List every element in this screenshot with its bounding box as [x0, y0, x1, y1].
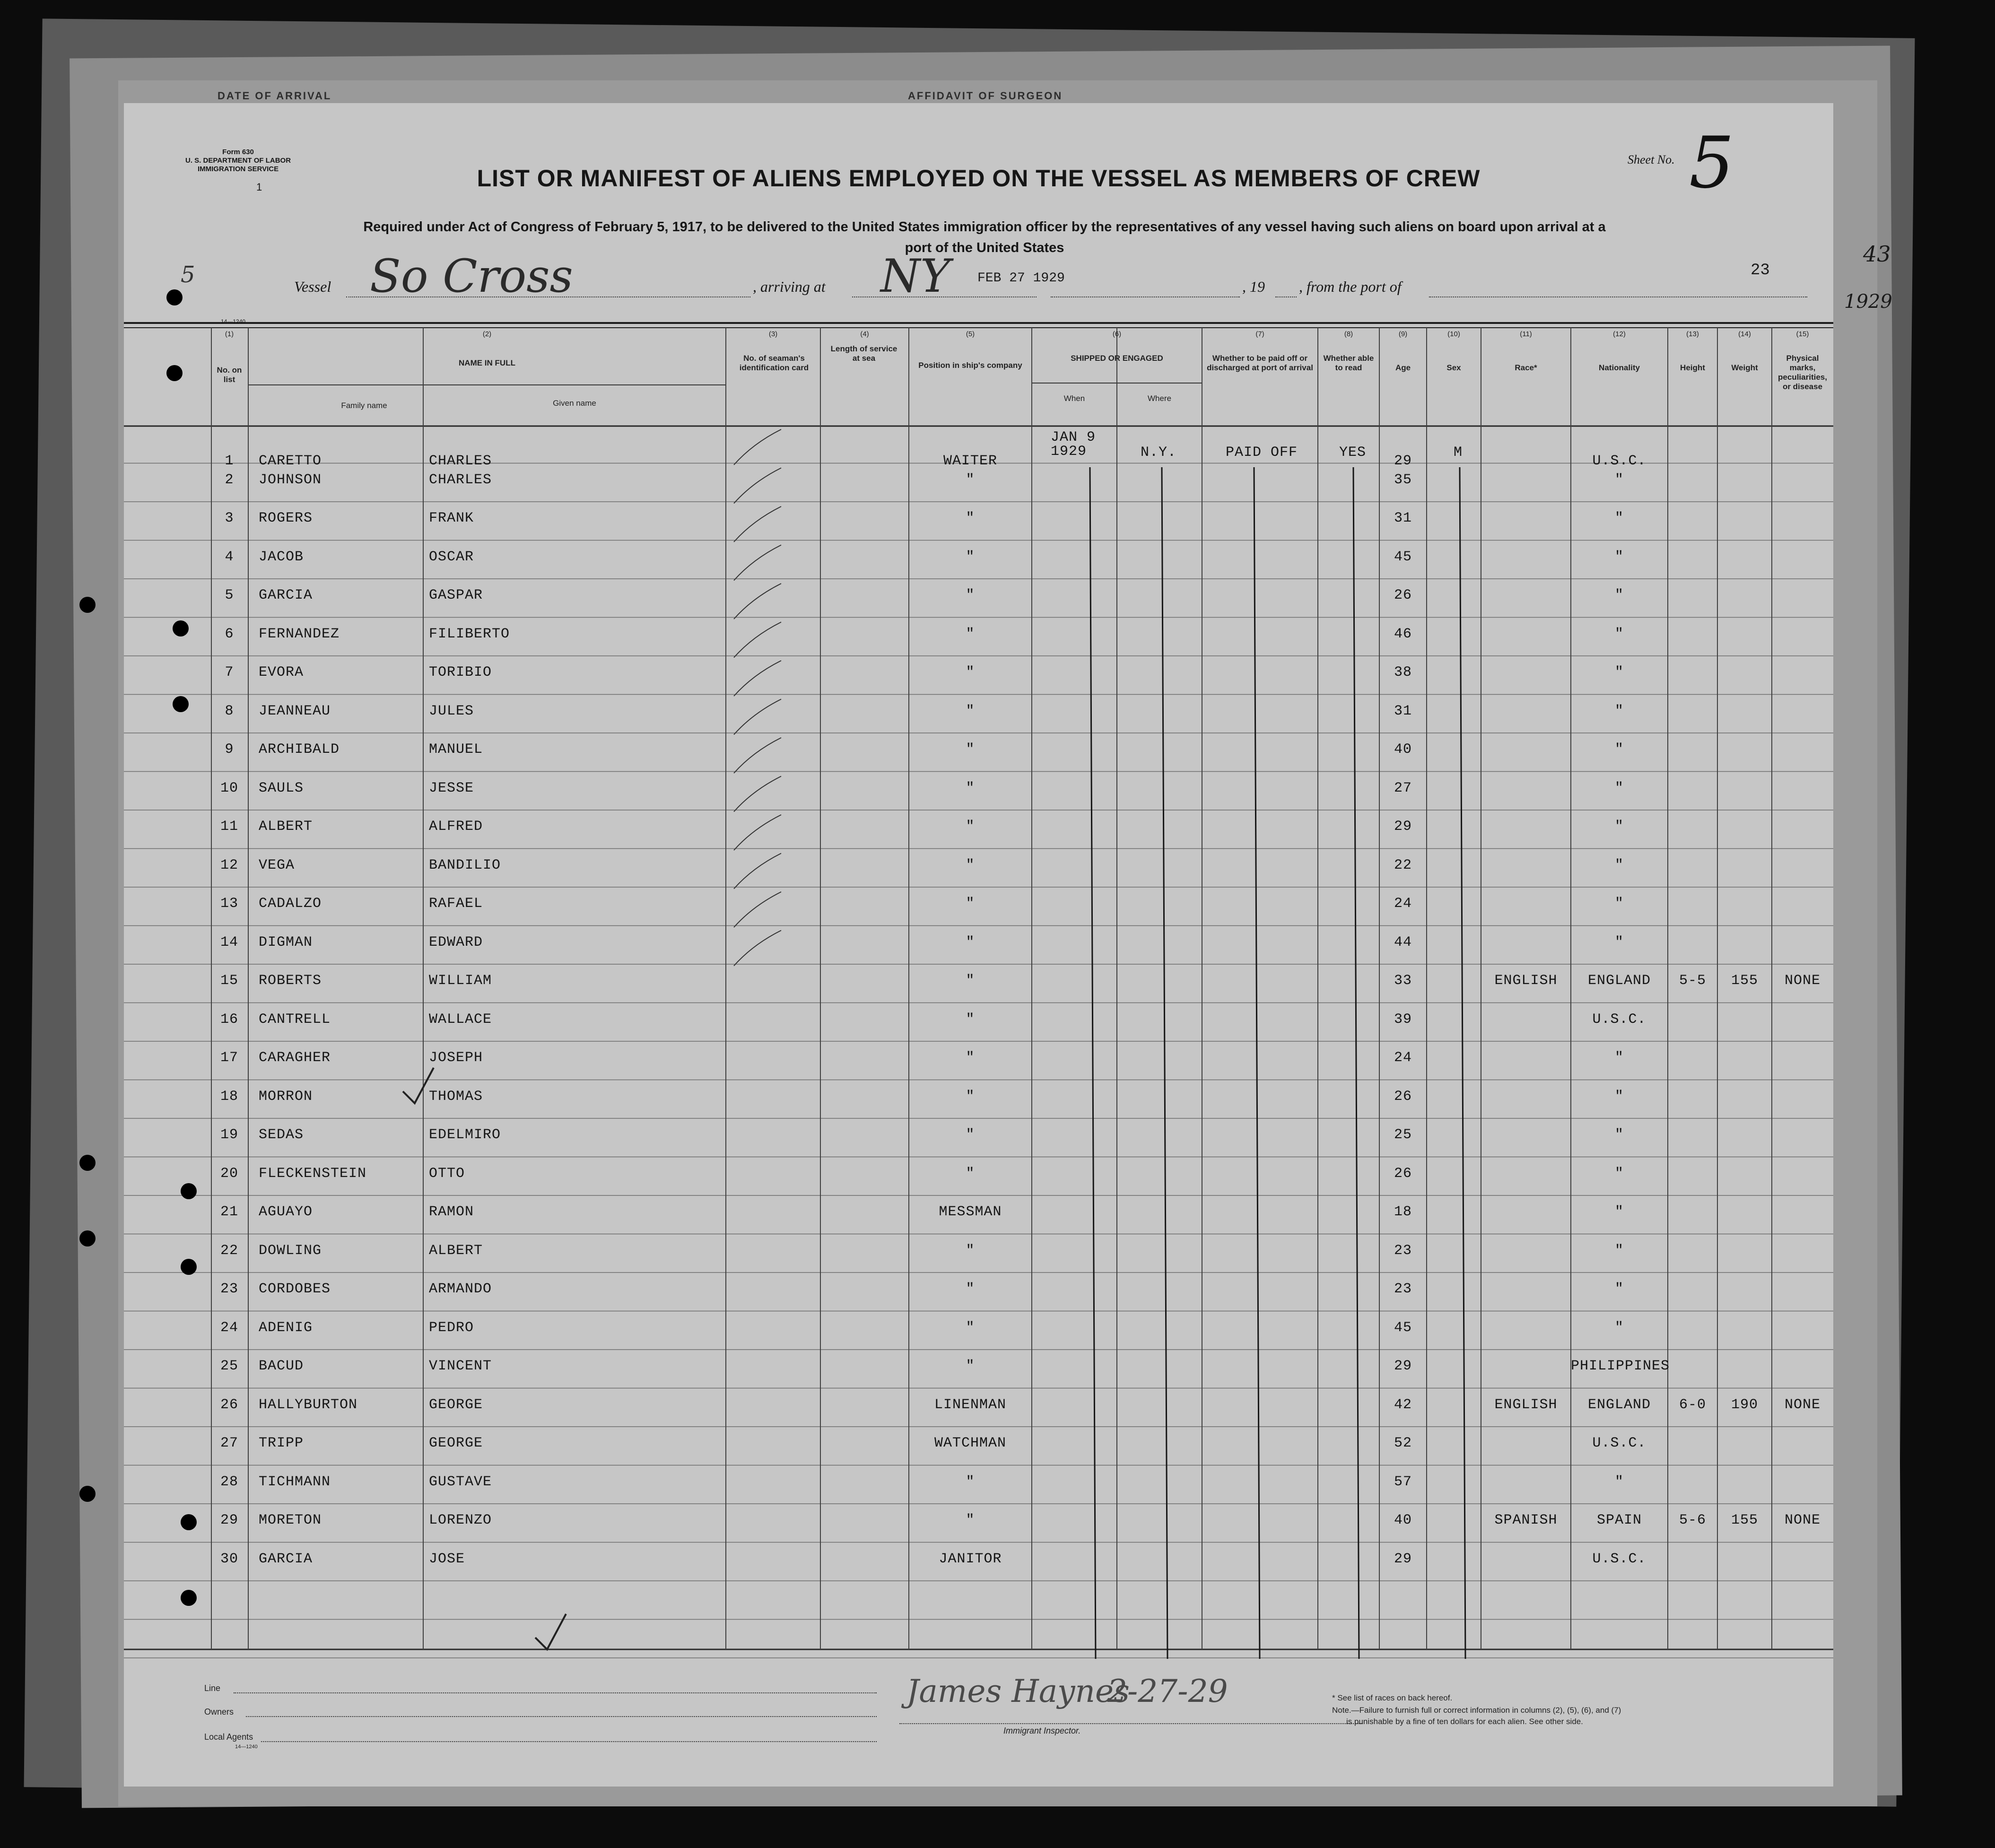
row-no: 24	[220, 1319, 238, 1336]
column-header-paid-off: Whether to be paid off or discharged at port of arrival	[1207, 354, 1313, 372]
row-position: "	[966, 780, 975, 796]
row-nationality: "	[1614, 857, 1624, 873]
row-age: 45	[1394, 1319, 1412, 1336]
row-nationality: "	[1614, 471, 1624, 488]
row-nationality: U.S.C.	[1592, 453, 1647, 469]
row-given: ARMANDO	[429, 1281, 492, 1297]
column-number: (8)	[1344, 330, 1353, 338]
row-no: 4	[225, 549, 234, 565]
row-height: 5-5	[1679, 973, 1706, 989]
row-no: 6	[225, 626, 234, 642]
row-family: ALBERT	[259, 819, 313, 835]
row-given: OSCAR	[429, 549, 474, 565]
binder-hole	[79, 1486, 96, 1502]
binder-hole	[181, 1514, 197, 1530]
row-family: ADENIG	[259, 1319, 313, 1336]
row-given: ALFRED	[429, 819, 483, 835]
row-age: 35	[1394, 471, 1412, 488]
row-nationality: "	[1614, 896, 1624, 912]
column-subheader-family: Family name	[341, 401, 387, 410]
row-family: JACOB	[259, 549, 304, 565]
row-no: 15	[220, 973, 238, 989]
binder-hole	[173, 696, 189, 712]
department-name: U. S. DEPARTMENT OF LABOR	[185, 157, 291, 165]
year-label: , 19	[1242, 278, 1265, 295]
row-family: JOHNSON	[259, 471, 322, 488]
signature-date: 2-27-29	[1107, 1673, 1228, 1709]
form-code-bottom: 14—1240	[235, 1744, 258, 1750]
from-port-label: , from the port of	[1299, 278, 1402, 295]
column-header-sex: Sex	[1446, 363, 1461, 372]
row-no: 7	[225, 664, 234, 680]
row-race: SPANISH	[1494, 1512, 1558, 1528]
row-nationality: ENGLAND	[1587, 1396, 1651, 1413]
row-no: 3	[225, 510, 234, 526]
column-header-weight: Weight	[1731, 363, 1758, 372]
row-family: ROGERS	[259, 510, 313, 526]
row-nationality: U.S.C.	[1592, 1011, 1647, 1028]
row-position: "	[966, 587, 975, 603]
row-position: "	[966, 857, 975, 873]
column-number: (4)	[860, 330, 869, 338]
row-age: 26	[1394, 587, 1412, 603]
row-family: CANTRELL	[259, 1011, 331, 1028]
row-given: THOMAS	[429, 1088, 483, 1105]
row-nationality: U.S.C.	[1592, 1551, 1647, 1567]
row-age: 22	[1394, 857, 1412, 873]
row-position: "	[966, 1473, 975, 1490]
footer-line-label: Line	[204, 1683, 221, 1693]
row-age: 29	[1394, 1551, 1412, 1567]
row-given: FRANK	[429, 510, 474, 526]
row-given: VINCENT	[429, 1358, 492, 1374]
column-number: (13)	[1686, 330, 1699, 338]
column-number: (12)	[1613, 330, 1626, 338]
column-number: (7)	[1255, 330, 1264, 338]
row-nationality: "	[1614, 703, 1624, 719]
row-nationality: SPAIN	[1596, 1512, 1642, 1528]
column-number: (1)	[225, 330, 234, 338]
binder-hole	[173, 620, 189, 636]
row-no: 2	[225, 471, 234, 488]
footer-owners-rule	[246, 1716, 877, 1717]
row-age: 24	[1394, 1050, 1412, 1066]
right-margin-year: 1929	[1844, 291, 1892, 313]
column-header-read: Whether able to read	[1323, 354, 1374, 372]
row-race: ENGLISH	[1494, 973, 1558, 989]
row-nationality: U.S.C.	[1592, 1435, 1647, 1451]
row-family: BACUD	[259, 1358, 304, 1374]
row-age: 31	[1394, 510, 1412, 526]
column-subheader-given: Given name	[553, 399, 596, 408]
row-given: TORIBIO	[429, 664, 492, 680]
background-strip-right: AFFIDAVIT OF SURGEON	[908, 90, 1063, 102]
row-age: 26	[1394, 1165, 1412, 1182]
column-header-marks: Physical marks, peculiarities, or disease	[1778, 354, 1827, 391]
row-position: "	[966, 1319, 975, 1336]
row-age: 29	[1394, 819, 1412, 835]
row-nationality: "	[1614, 549, 1624, 565]
row-position: "	[966, 1281, 975, 1297]
row-age: 45	[1394, 549, 1412, 565]
row-position: "	[966, 934, 975, 950]
column-number: (3)	[768, 330, 778, 338]
row-age: 29	[1394, 453, 1412, 469]
column-header-length: Length of service at sea	[830, 344, 897, 363]
row-given: MANUEL	[429, 741, 483, 758]
row-no: 26	[220, 1396, 238, 1413]
row-nationality: "	[1614, 587, 1624, 603]
row-age: 40	[1394, 741, 1412, 758]
row-given: EDWARD	[429, 934, 483, 950]
column-number: (6)	[1112, 330, 1122, 338]
row-position: "	[966, 1127, 975, 1143]
row-no: 11	[220, 819, 238, 835]
row-height: 5-6	[1679, 1512, 1706, 1528]
row-age: 42	[1394, 1396, 1412, 1413]
inspector-signature: James Haynes	[906, 1673, 1130, 1709]
row-family: VEGA	[259, 857, 295, 873]
row-age: 31	[1394, 703, 1412, 719]
row-position: "	[966, 510, 975, 526]
row-family: SEDAS	[259, 1127, 304, 1143]
row-family: CARAGHER	[259, 1050, 331, 1066]
row-position: WATCHMAN	[934, 1435, 1007, 1451]
row-family: GARCIA	[259, 587, 313, 603]
page-title: LIST OR MANIFEST OF ALIENS EMPLOYED ON THE VESSEL AS MEMBERS OF CREW	[477, 165, 1481, 192]
arriving-port: NY	[880, 250, 950, 303]
row-position: LINENMAN	[934, 1396, 1007, 1413]
row-age: 24	[1394, 896, 1412, 912]
column-number: (9)	[1398, 330, 1408, 338]
column-number: (5)	[966, 330, 975, 338]
row-position: "	[966, 1512, 975, 1528]
required-line-2: port of the United States	[905, 240, 1064, 255]
column-header-no: No. on list	[217, 366, 242, 384]
row-given: JULES	[429, 703, 474, 719]
row-no: 25	[220, 1358, 238, 1374]
footer-line-rule	[234, 1692, 877, 1693]
row-no: 20	[220, 1165, 238, 1182]
row-family: CADALZO	[259, 896, 322, 912]
row-family: TICHMANN	[259, 1473, 331, 1490]
inspector-label: Immigrant Inspector.	[1003, 1726, 1081, 1735]
row-no: 29	[220, 1512, 238, 1528]
row-nationality: ENGLAND	[1587, 973, 1651, 989]
row-family: MORRON	[259, 1088, 313, 1105]
row-family: EVORA	[259, 664, 304, 680]
row-race: ENGLISH	[1494, 1396, 1558, 1413]
row-age: 40	[1394, 1512, 1412, 1528]
column-number: (15)	[1796, 330, 1809, 338]
row-position: "	[966, 664, 975, 680]
signature-rule	[899, 1723, 1363, 1724]
sheet-number: 5	[1689, 122, 1734, 204]
shipped-when-year: 1929	[1051, 444, 1087, 460]
row-no: 14	[220, 934, 238, 950]
row-given: RAFAEL	[429, 896, 483, 912]
row-weight: 155	[1731, 973, 1758, 989]
races-footnote: * See list of races on back hereof.	[1332, 1693, 1453, 1702]
row-height: 6-0	[1679, 1396, 1706, 1413]
row-nationality: "	[1614, 780, 1624, 796]
row-given: JOSEPH	[429, 1050, 483, 1066]
row-weight: 155	[1731, 1512, 1758, 1528]
row-position: "	[966, 973, 975, 989]
row-age: 27	[1394, 780, 1412, 796]
row-age: 33	[1394, 973, 1412, 989]
row-family: GARCIA	[259, 1551, 313, 1567]
row-family: JEANNEAU	[259, 703, 331, 719]
row-no: 19	[220, 1127, 238, 1143]
form-number: Form 630	[222, 148, 254, 156]
row-given: ALBERT	[429, 1242, 483, 1259]
sex-value: M	[1454, 445, 1463, 461]
row-marks: NONE	[1784, 973, 1821, 989]
read-value: YES	[1339, 445, 1367, 461]
row-family: DIGMAN	[259, 934, 313, 950]
row-nationality: "	[1614, 934, 1624, 950]
row-no: 10	[220, 780, 238, 796]
row-nationality: "	[1614, 1204, 1624, 1220]
margin-mark: 5	[181, 262, 195, 288]
from-port-line	[1429, 296, 1807, 297]
row-age: 57	[1394, 1473, 1412, 1490]
row-nationality: PHILIPPINES	[1571, 1358, 1670, 1374]
row-nationality: "	[1614, 1242, 1624, 1259]
row-age: 38	[1394, 664, 1412, 680]
row-given: GUSTAVE	[429, 1473, 492, 1490]
row-position: "	[966, 703, 975, 719]
binder-hole	[166, 289, 183, 305]
paid-off-value: PAID OFF	[1226, 445, 1298, 461]
row-no: 12	[220, 857, 238, 873]
footer-owners-label: Owners	[204, 1707, 234, 1717]
vessel-label: Vessel	[294, 278, 331, 295]
vessel-name: So Cross	[370, 250, 573, 303]
row-nationality: "	[1614, 819, 1624, 835]
column-header-height: Height	[1680, 363, 1705, 372]
right-margin-number: 43	[1863, 241, 1891, 267]
row-given: WILLIAM	[429, 973, 492, 989]
column-header-age: Age	[1395, 363, 1411, 372]
row-nationality: "	[1614, 741, 1624, 758]
year-line	[1275, 296, 1297, 297]
row-given: JOSE	[429, 1551, 465, 1567]
row-family: FERNANDEZ	[259, 626, 340, 642]
service-name: IMMIGRATION SERVICE	[197, 165, 279, 173]
binder-hole	[181, 1259, 197, 1275]
row-age: 25	[1394, 1127, 1412, 1143]
row-given: GEORGE	[429, 1435, 483, 1451]
row-given: CHARLES	[429, 453, 492, 469]
row-position: "	[966, 1358, 975, 1374]
column-header-nationality: Nationality	[1599, 363, 1640, 372]
column-number: (2)	[482, 330, 492, 338]
row-family: ARCHIBALD	[259, 741, 340, 758]
row-nationality: "	[1614, 1165, 1624, 1182]
row-family: DOWLING	[259, 1242, 322, 1259]
row-no: 16	[220, 1011, 238, 1028]
row-given: OTTO	[429, 1165, 465, 1182]
required-line-1: Required under Act of Congress of February 5, 1917, to be delivered to the United States immigration officer by the representatives of any vessel having such aliens on board upon arrival at a	[363, 219, 1606, 235]
row-no: 8	[225, 703, 234, 719]
row-family: CARETTO	[259, 453, 322, 469]
row-given: GASPAR	[429, 587, 483, 603]
row-marks: NONE	[1784, 1512, 1821, 1528]
row-age: 29	[1394, 1358, 1412, 1374]
row-marks: NONE	[1784, 1396, 1821, 1413]
column-number: (14)	[1738, 330, 1751, 338]
date-stamp: FEB 27 1929	[977, 271, 1065, 286]
row-given: LORENZO	[429, 1512, 492, 1528]
column-header-name: NAME IN FULL	[459, 358, 515, 367]
binder-hole	[79, 1155, 96, 1171]
row-family: ROBERTS	[259, 973, 322, 989]
column-subheader-when: When	[1063, 394, 1085, 403]
row-position: "	[966, 896, 975, 912]
row-nationality: "	[1614, 626, 1624, 642]
row-family: FLECKENSTEIN	[259, 1165, 367, 1182]
row-position: MESSMAN	[939, 1204, 1002, 1220]
vessel-line	[346, 296, 750, 297]
row-nationality: "	[1614, 510, 1624, 526]
row-position: "	[966, 1050, 975, 1066]
row-family: AGUAYO	[259, 1204, 313, 1220]
row-given: RAMON	[429, 1204, 474, 1220]
row-nationality: "	[1614, 1050, 1624, 1066]
penalty-note-1: Note.—Failure to furnish full or correct information in columns (2), (5), (6), and (7)	[1332, 1706, 1621, 1715]
column-header-shipped: SHIPPED OR ENGAGED	[1071, 354, 1163, 363]
row-no: 21	[220, 1204, 238, 1220]
row-family: CORDOBES	[259, 1281, 331, 1297]
row-family: SAULS	[259, 780, 304, 796]
binder-hole	[181, 1590, 197, 1606]
row-no: 27	[220, 1435, 238, 1451]
arriving-label: , arriving at	[753, 278, 826, 295]
row-age: 46	[1394, 626, 1412, 642]
row-no: 23	[220, 1281, 238, 1297]
column-header-id-card: No. of seaman's identification card	[739, 354, 809, 372]
row-position: "	[966, 819, 975, 835]
row-nationality: "	[1614, 1319, 1624, 1336]
manifest-sheet	[124, 103, 1833, 1787]
row-no: 13	[220, 896, 238, 912]
footer-agents-rule	[261, 1741, 877, 1742]
row-no: 22	[220, 1242, 238, 1259]
row-given: BANDILIO	[429, 857, 501, 873]
form-code-top: 14—1240	[221, 318, 246, 325]
column-number: (10)	[1447, 330, 1460, 338]
row-family: MORETON	[259, 1512, 322, 1528]
row-position: "	[966, 1088, 975, 1105]
row-no: 9	[225, 741, 234, 758]
row-age: 23	[1394, 1281, 1412, 1297]
row-position: "	[966, 549, 975, 565]
binder-hole	[79, 597, 96, 613]
row-age: 23	[1394, 1242, 1412, 1259]
row-position: WAITER	[943, 453, 998, 469]
column-number: (11)	[1520, 330, 1532, 338]
row-nationality: "	[1614, 1473, 1624, 1490]
row-given: JESSE	[429, 780, 474, 796]
row-no: 28	[220, 1473, 238, 1490]
row-age: 44	[1394, 934, 1412, 950]
row-age: 39	[1394, 1011, 1412, 1028]
row-position: "	[966, 626, 975, 642]
row-given: PEDRO	[429, 1319, 474, 1336]
row-position: "	[966, 1242, 975, 1259]
row-nationality: "	[1614, 1088, 1624, 1105]
penalty-note-2: is punishable by a fine of ten dollars for each alien. See other side.	[1346, 1717, 1583, 1726]
row-given: GEORGE	[429, 1396, 483, 1413]
row-position: "	[966, 1165, 975, 1182]
row-no: 5	[225, 587, 234, 603]
row-weight: 190	[1731, 1396, 1758, 1413]
row-nationality: "	[1614, 664, 1624, 680]
row-nationality: "	[1614, 1281, 1624, 1297]
column-header-race: Race*	[1515, 363, 1537, 372]
row-age: 26	[1394, 1088, 1412, 1105]
column-header-position: Position in ship's company	[918, 361, 1022, 370]
row-given: FILIBERTO	[429, 626, 510, 642]
binder-hole	[79, 1230, 96, 1247]
row-no: 18	[220, 1088, 238, 1105]
corner-number: 23	[1751, 262, 1770, 279]
row-no: 17	[220, 1050, 238, 1066]
row-given: EDELMIRO	[429, 1127, 501, 1143]
row-position: "	[966, 1011, 975, 1028]
shipped-where: N.Y.	[1141, 445, 1177, 461]
arriving-line	[852, 296, 1037, 297]
row-age: 18	[1394, 1204, 1412, 1220]
column-subheader-where: Where	[1147, 394, 1172, 403]
row-position: "	[966, 741, 975, 758]
row-given: CHARLES	[429, 471, 492, 488]
row-nationality: "	[1614, 1127, 1624, 1143]
shipped-when-month: JAN 9	[1051, 429, 1096, 445]
row-family: TRIPP	[259, 1435, 304, 1451]
row-age: 52	[1394, 1435, 1412, 1451]
sheet-number-label: Sheet No.	[1628, 153, 1675, 166]
binder-hole	[166, 365, 183, 381]
row-no: 1	[225, 453, 234, 469]
small-mark: 1	[256, 181, 262, 193]
row-no: 30	[220, 1551, 238, 1567]
row-given: WALLACE	[429, 1011, 492, 1028]
background-strip-left: DATE OF ARRIVAL	[218, 90, 332, 102]
footer-agents-label: Local Agents	[204, 1732, 253, 1742]
binder-hole	[181, 1183, 197, 1199]
date-line	[1051, 296, 1240, 297]
row-position: JANITOR	[939, 1551, 1002, 1567]
row-position: "	[966, 471, 975, 488]
row-family: HALLYBURTON	[259, 1396, 358, 1413]
